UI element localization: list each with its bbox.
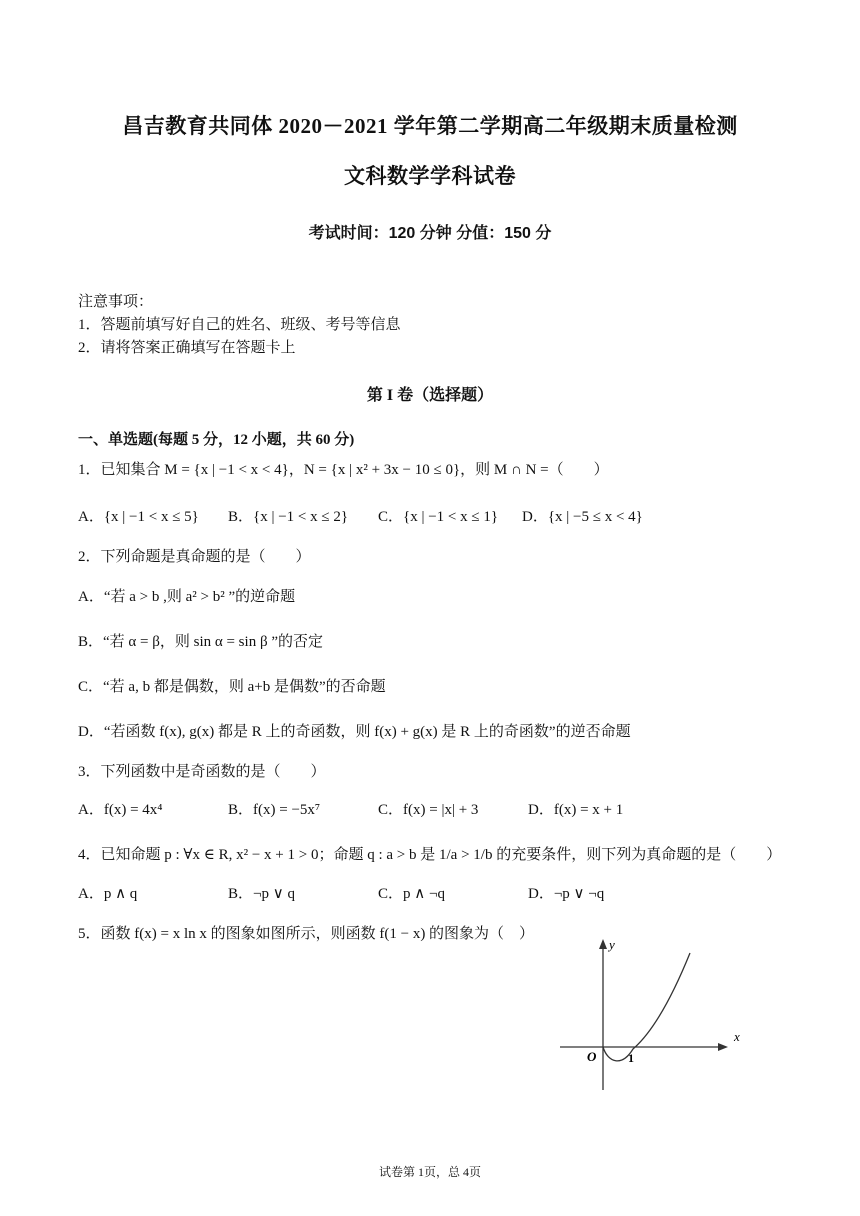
question-1-option-a: A．{x | −1 < x ≤ 5}: [78, 509, 199, 525]
question-2-stem: 2．下列命题是真命题的是（ ）: [78, 549, 311, 565]
function-graph: [560, 935, 750, 1095]
tick-label-1: 1: [628, 1051, 634, 1065]
exam-title: 昌吉教育共同体 2020－2021 学年第二学期高二年级期末质量检测: [122, 114, 738, 138]
question-2-option-b: B．“若 α = β，则 sin α = sin β ”的否定: [78, 634, 323, 650]
notice-heading: 注意事项：: [78, 294, 154, 310]
origin-label: O: [587, 1049, 597, 1064]
question-4-option-b: B．¬p ∨ q: [228, 886, 295, 902]
question-3-option-d: D．f(x) = x + 1: [528, 802, 624, 818]
question-4-stem: 4．已知命题 p : ∀x ∈ R, x² − x + 1 > 0；命题 q : a > b 是 1/a > 1/b 的充要条件，则下列为真命题的是（ ）: [78, 847, 782, 863]
question-1-option-b: B．{x | −1 < x ≤ 2}: [228, 509, 349, 525]
question-3-option-c: C．f(x) = |x| + 3: [378, 802, 479, 818]
question-2-option-c: C．“若 a, b 都是偶数，则 a+b 是偶数”的否命题: [78, 679, 386, 695]
y-axis-arrow: [599, 939, 607, 949]
question-3-option-a: A．f(x) = 4x⁴: [78, 802, 163, 818]
notice-item: 1．答题前填写好自己的姓名、班级、考号等信息: [78, 317, 401, 333]
y-axis-label: y: [609, 937, 615, 952]
question-4-option-d: D．¬p ∨ ¬q: [528, 886, 605, 902]
question-3-stem: 3．下列函数中是奇函数的是（ ）: [78, 764, 326, 780]
question-2-option-d: D．“若函数 f(x), g(x) 都是 R 上的奇函数，则 f(x) + g(x) 是 R 上的奇函数”的逆否命题: [78, 724, 631, 740]
question-4-option-c: C．p ∧ ¬q: [378, 886, 445, 902]
x-axis-label: x: [734, 1029, 740, 1044]
exam-info: 考试时间：120 分钟 分值：150 分: [308, 225, 552, 242]
question-1-option-d: D．{x | −5 ≤ x < 4}: [522, 509, 643, 525]
question-1-option-c: C．{x | −1 < x ≤ 1}: [378, 509, 499, 525]
exam-subtitle: 文科数学学科试卷: [344, 164, 516, 188]
x-axis-arrow: [718, 1043, 728, 1051]
question-5-stem: 5．函数 f(x) = x ln x 的图象如图所示，则函数 f(1 − x) 的图象为（ ）: [78, 926, 535, 942]
question-4-option-a: A．p ∧ q: [78, 886, 138, 902]
question-3-option-b: B．f(x) = −5x⁷: [228, 802, 321, 818]
part-title: 第 I 卷（选择题）: [366, 387, 494, 404]
page-footer: 试卷第 1页，总 4页: [378, 1165, 481, 1179]
section-heading: 一、单选题(每题 5 分，12 小题，共 60 分): [78, 432, 355, 448]
question-2-option-a: A．“若 a > b ,则 a² > b² ”的逆命题: [78, 589, 296, 605]
notice-item: 2．请将答案正确填写在答题卡上: [78, 340, 296, 356]
function-curve: [603, 953, 690, 1061]
question-1-stem: 1．已知集合 M = {x | −1 < x < 4}，N = {x | x² + 3x − 10 ≤ 0}，则 M ∩ N =（ ）: [78, 462, 609, 478]
